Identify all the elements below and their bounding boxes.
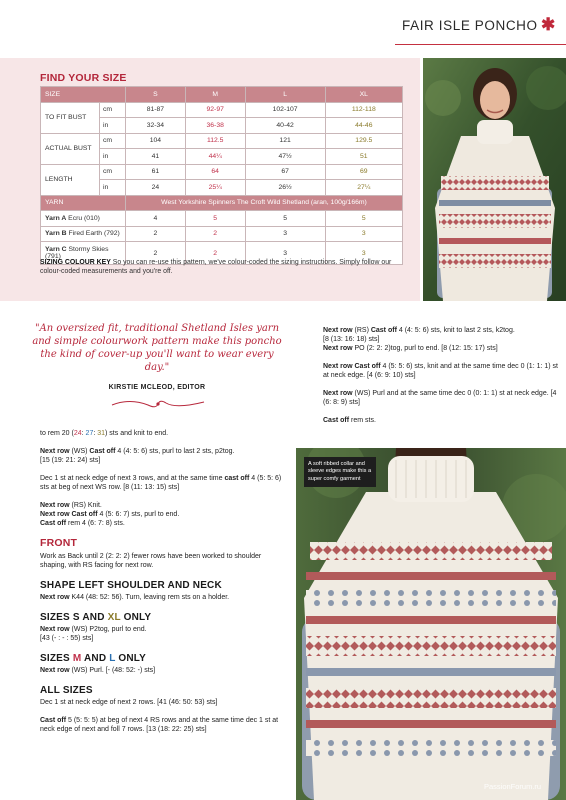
instruction-bold: Next row	[40, 593, 70, 601]
cell: 5	[245, 211, 325, 227]
stitch-count: [8 (13: 16: 18) sts]	[323, 336, 380, 344]
yarn-header-row	[41, 195, 403, 211]
text: 5 (5: 5: 5) at beg of next 4 RS rows and at the same time dec 1 st at neck edge of next and foll 7 rows. [13 (18: 22: 25) sts]	[40, 716, 279, 733]
table-row	[41, 133, 403, 149]
size-s: S	[126, 87, 186, 103]
size-l-label: L	[109, 652, 116, 664]
size-m: M	[185, 87, 245, 103]
pattern-paragraph	[323, 326, 559, 354]
row-unit: cm	[100, 102, 126, 118]
photo-caption: A soft ribbed collar and sleeve edges make this a super comfy garment	[304, 457, 376, 487]
text: to rem 20 (	[40, 430, 74, 437]
text: (RS)	[352, 327, 371, 334]
key-text: So you can re-use this pattern, we've colour-coded the sizing instructions. Simply follow our colour-coded measurements and you're off.	[40, 259, 392, 276]
pattern-paragraph	[40, 593, 288, 602]
cell: 112.5	[185, 133, 245, 149]
instruction-bold: Next row Cast off	[40, 510, 98, 518]
instruction-bold: Next row Cast off	[323, 363, 381, 371]
text: 4 (4: 5: 6) sts, knit to last 2 sts, k2tog.	[396, 327, 515, 334]
table-row	[41, 164, 403, 180]
size-xl: XL	[325, 87, 402, 103]
header-rule	[395, 44, 566, 45]
cell: 64	[185, 164, 245, 180]
text: K44 (48: 52: 56). Turn, leaving rem sts on a holder.	[69, 593, 230, 601]
yarn-letter: Yarn B	[45, 230, 67, 238]
cell: 3	[325, 226, 402, 242]
cell: 2	[126, 226, 186, 242]
cell: 4	[126, 211, 186, 227]
cell: 3	[245, 226, 325, 242]
yarn-letter: Yarn C	[45, 246, 67, 253]
row-unit: in	[100, 180, 126, 196]
text: AND	[79, 611, 108, 623]
cell: 102-107	[245, 102, 325, 118]
instruction-bold: Next row	[323, 327, 353, 334]
yarn-name	[41, 226, 126, 242]
pattern-paragraph	[323, 362, 559, 380]
text: SIZES	[40, 652, 73, 664]
text: 4 (5: 6: 7) sts, purl to end.	[97, 510, 180, 518]
cell: 36-38	[185, 118, 245, 134]
pattern-paragraph	[40, 666, 288, 675]
text: ) sts and knit to end.	[105, 430, 169, 437]
cell: 2	[185, 226, 245, 242]
cell: 40-42	[245, 118, 325, 134]
size-col-header: SIZE	[41, 87, 126, 103]
model-illustration	[423, 58, 566, 301]
cell: 3	[245, 242, 325, 265]
text: 4 (4: 5: 6) sts, purl to last 2 sts, p2tog.	[115, 447, 235, 455]
text: 4 (5: 5: 6) sts, knit and at the same time dec 0 (1: 1: 1) st at neck edge. [4 (6: 9: 10) sts]	[323, 363, 558, 380]
cell: 44-46	[325, 118, 402, 134]
row-unit: cm	[100, 133, 126, 149]
text: SIZES	[40, 611, 73, 623]
row-unit: cm	[100, 164, 126, 180]
sizing-colour-key	[40, 258, 412, 277]
pattern-paragraph	[40, 501, 288, 529]
section-heading-shape: SHAPE LEFT SHOULDER AND NECK	[40, 579, 222, 591]
table-row	[41, 102, 403, 118]
pattern-paragraph	[40, 447, 288, 465]
poncho-illustration	[296, 448, 566, 800]
text: (WS) P2tog, purl to end.	[69, 625, 147, 633]
instruction-bold: Cast off	[89, 447, 116, 455]
cell: 41	[126, 149, 186, 165]
cell: 2	[126, 242, 186, 265]
yarn-name	[41, 211, 126, 227]
instruction-bold: Next row	[323, 345, 353, 353]
pattern-right-column	[323, 326, 559, 434]
star-icon: ✱	[541, 15, 556, 34]
cell: 3	[325, 242, 402, 265]
key-label: SIZING COLOUR KEY	[40, 259, 111, 266]
pattern-paragraph	[40, 474, 288, 492]
cell: 81-87	[126, 102, 186, 118]
section-heading-all-sizes: ALL SIZES	[40, 684, 93, 696]
row-label: LENGTH	[41, 164, 100, 195]
text: (RS) Knit.	[69, 501, 102, 509]
cell: 32-34	[126, 118, 186, 134]
instruction-bold: Cast off	[40, 716, 67, 724]
instruction-bold: Next row	[323, 390, 353, 398]
pattern-paragraph	[40, 625, 288, 643]
instruction-bold: Next row	[40, 666, 70, 674]
instruction-bold: Cast off	[40, 520, 67, 528]
section-heading-front: FRONT	[40, 536, 78, 549]
text: (WS) Purl and at the same time dec 0 (0: 1: 1) st at neck edge. [4 (6: 8: 9) sts]	[323, 390, 557, 407]
table-row	[41, 211, 403, 227]
cell: 92-97	[185, 102, 245, 118]
size-table	[40, 86, 403, 265]
poncho-closeup-photo	[296, 448, 566, 800]
cell: 129.5	[325, 133, 402, 149]
text: AND	[81, 652, 110, 664]
page-title: FAIR ISLE PONCHO	[402, 18, 538, 33]
cell: 5	[325, 211, 402, 227]
row-unit: in	[100, 149, 126, 165]
pattern-paragraph	[40, 716, 288, 734]
cell: 112-118	[325, 102, 402, 118]
quote-attribution: KIRSTIE MCLEOD, EDITOR	[108, 384, 206, 391]
text: (WS) Purl. [- (48: 52: -) sts]	[69, 666, 156, 674]
text: Dec 1 st at neck edge of next 3 rows, and at the same time	[40, 474, 225, 482]
pattern-paragraph	[40, 429, 288, 438]
cell: 104	[126, 133, 186, 149]
size-xl-label: XL	[107, 611, 121, 623]
cell: 24	[126, 180, 186, 196]
size-s-label: S	[72, 611, 80, 623]
size-m-label: M	[72, 652, 82, 664]
instruction-bold: Next row	[40, 447, 70, 455]
size-xl-value: 31	[97, 430, 106, 437]
cell: 51	[325, 149, 402, 165]
row-unit: in	[100, 118, 126, 134]
instruction-bold: Next row	[40, 625, 70, 633]
text: :	[93, 430, 98, 437]
text: ONLY	[120, 611, 152, 623]
pattern-paragraph	[323, 416, 559, 425]
pattern-left-column	[40, 429, 288, 743]
pull-quote: "An oversized fit, traditional Shetland Isles yarn and simple colourwork pattern make this poncho the kind of cover-up you'll want to wear every day."	[32, 323, 282, 373]
text: rem sts.	[349, 417, 376, 425]
watermark: PassionForum.ru	[484, 782, 542, 791]
cell: 27¼	[325, 180, 402, 196]
cell: 25¼	[185, 180, 245, 196]
cell: 121	[245, 133, 325, 149]
row-label: ACTUAL BUST	[41, 133, 100, 164]
cell: 61	[126, 164, 186, 180]
yarn-header: YARN	[41, 195, 126, 211]
stitch-count: [43 (- : - : 55) sts]	[40, 635, 94, 643]
row-label: TO FIT BUST	[41, 102, 100, 133]
pattern-paragraph: Dec 1 st at neck edge of next 2 rows. [41 (46: 50: 53) sts]	[40, 698, 218, 706]
cell: 67	[245, 164, 325, 180]
text: :	[81, 430, 86, 437]
text: PO (2: 2: 2)tog, purl to end. [8 (12: 15: 17) sts]	[352, 345, 498, 353]
text: ONLY	[115, 652, 147, 664]
instruction-bold: Cast off	[323, 417, 350, 425]
swirl-ornament-icon	[110, 396, 206, 412]
instruction-bold: Next row	[40, 501, 70, 509]
cell: 44¼	[185, 149, 245, 165]
cell: 26½	[245, 180, 325, 196]
pattern-paragraph	[323, 389, 559, 407]
cell: 69	[325, 164, 402, 180]
section-heading-sizes-m-l	[40, 652, 288, 665]
yarn-shade: Ecru (010)	[68, 214, 100, 222]
yarn-shade: Stormy Skies (791)	[45, 246, 109, 260]
cell: 47½	[245, 149, 325, 165]
model-photo	[423, 58, 566, 301]
pattern-paragraph: Work as Back until 2 (2: 2: 2) fewer rows have been worked to shoulder shaping, with RS facing for next row.	[40, 552, 262, 569]
text: (WS)	[69, 447, 90, 455]
instruction-bold: cast off	[224, 474, 250, 482]
size-l: L	[245, 87, 325, 103]
text: rem 4 (6: 7: 8) sts.	[66, 520, 125, 528]
size-l-value: 27	[85, 430, 94, 437]
size-m-value: 24	[73, 430, 82, 437]
instruction-bold: Cast off	[370, 327, 397, 334]
section-heading-sizes-s-xl	[40, 611, 288, 624]
stitch-count: [15 (19: 21: 24) sts]	[40, 456, 101, 464]
size-heading: FIND YOUR SIZE	[40, 72, 127, 84]
size-header-row	[41, 87, 403, 103]
cell: 5	[185, 211, 245, 227]
cell: 2	[185, 242, 245, 265]
text: 4 (5: 5: 6) sts at beg of next WS row. [8 (11: 13: 15) sts]	[40, 474, 282, 491]
table-row	[41, 226, 403, 242]
yarn-shade: Fired Earth (792)	[68, 230, 120, 238]
yarn-letter: Yarn A	[45, 214, 67, 222]
yarn-description: West Yorkshire Spinners The Croft Wild Shetland (aran, 100g/166m)	[126, 195, 403, 211]
